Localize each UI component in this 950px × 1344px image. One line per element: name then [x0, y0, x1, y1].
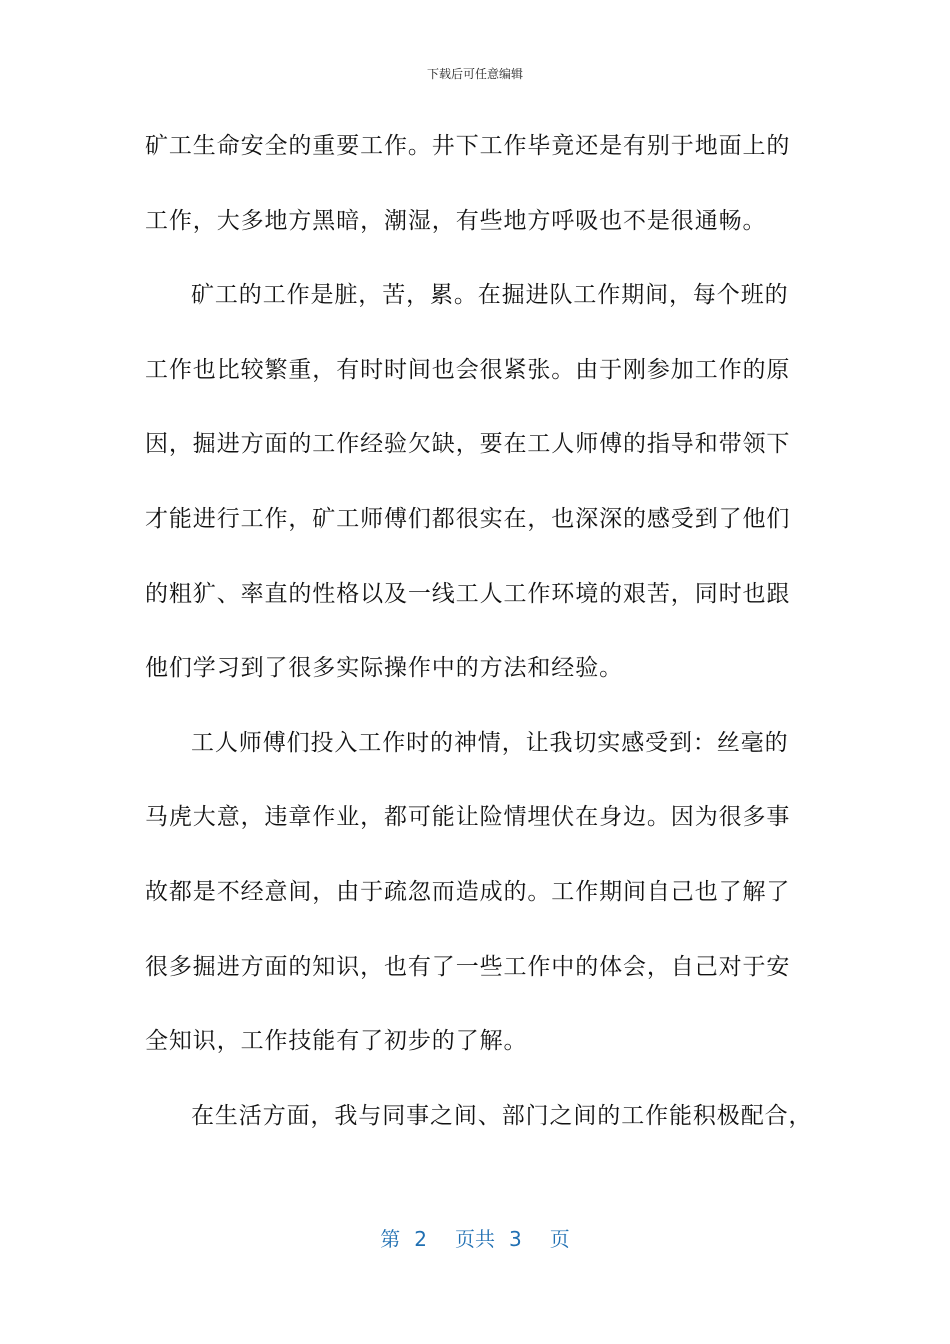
text-line: 因，掘进方面的工作经验欠缺，要在工人师傅的指导和带领下 [145, 431, 791, 458]
footer-total-pages: 3 [509, 1227, 522, 1251]
footer-prefix: 第 [380, 1227, 401, 1251]
text-line: 工作也比较繁重，有时时间也会很紧张。由于刚参加工作的原 [145, 356, 791, 383]
footer-suffix: 页 [549, 1227, 570, 1251]
text-line: 马虎大意，违章作业，都可能让险情埋伏在身边。因为很多事 [145, 804, 791, 831]
text-line: 全知识，工作技能有了初步的了解。 [145, 1028, 528, 1055]
page-footer [0, 1226, 950, 1252]
paragraph-start-line: 矿工的工作是脏，苦，累。在掘进队工作期间，每个班的 [191, 282, 789, 309]
text-line: 工作，大多地方黑暗，潮湿，有些地方呼吸也不是很通畅。 [145, 207, 767, 234]
paragraph-start-line: 在生活方面，我与同事之间、部门之间的工作能积极配合， [191, 1102, 813, 1129]
text-line: 矿工生命安全的重要工作。井下工作毕竟还是有别于地面上的 [145, 133, 791, 159]
text-line: 他们学习到了很多实际操作中的方法和经验。 [145, 655, 623, 682]
text-line: 很多掘进方面的知识，也有了一些工作中的体会，自己对于安 [145, 953, 791, 980]
footer-current-page: 2 [414, 1227, 427, 1251]
page-header: 下载后可任意编辑 [426, 67, 523, 81]
document-body [145, 124, 813, 1168]
paragraph-start-line: 工人师傅们投入工作时的神情，让我切实感受到：丝毫的 [191, 729, 789, 756]
text-line: 才能进行工作，矿工师傅们都很实在，也深深的感受到了他们 [145, 505, 791, 532]
footer-middle: 页共 [455, 1227, 495, 1251]
text-line: 的粗犷、率直的性格以及一线工人工作环境的艰苦，同时也跟 [145, 580, 791, 607]
text-line: 故都是不经意间，由于疏忽而造成的。工作期间自己也了解了 [145, 878, 791, 905]
